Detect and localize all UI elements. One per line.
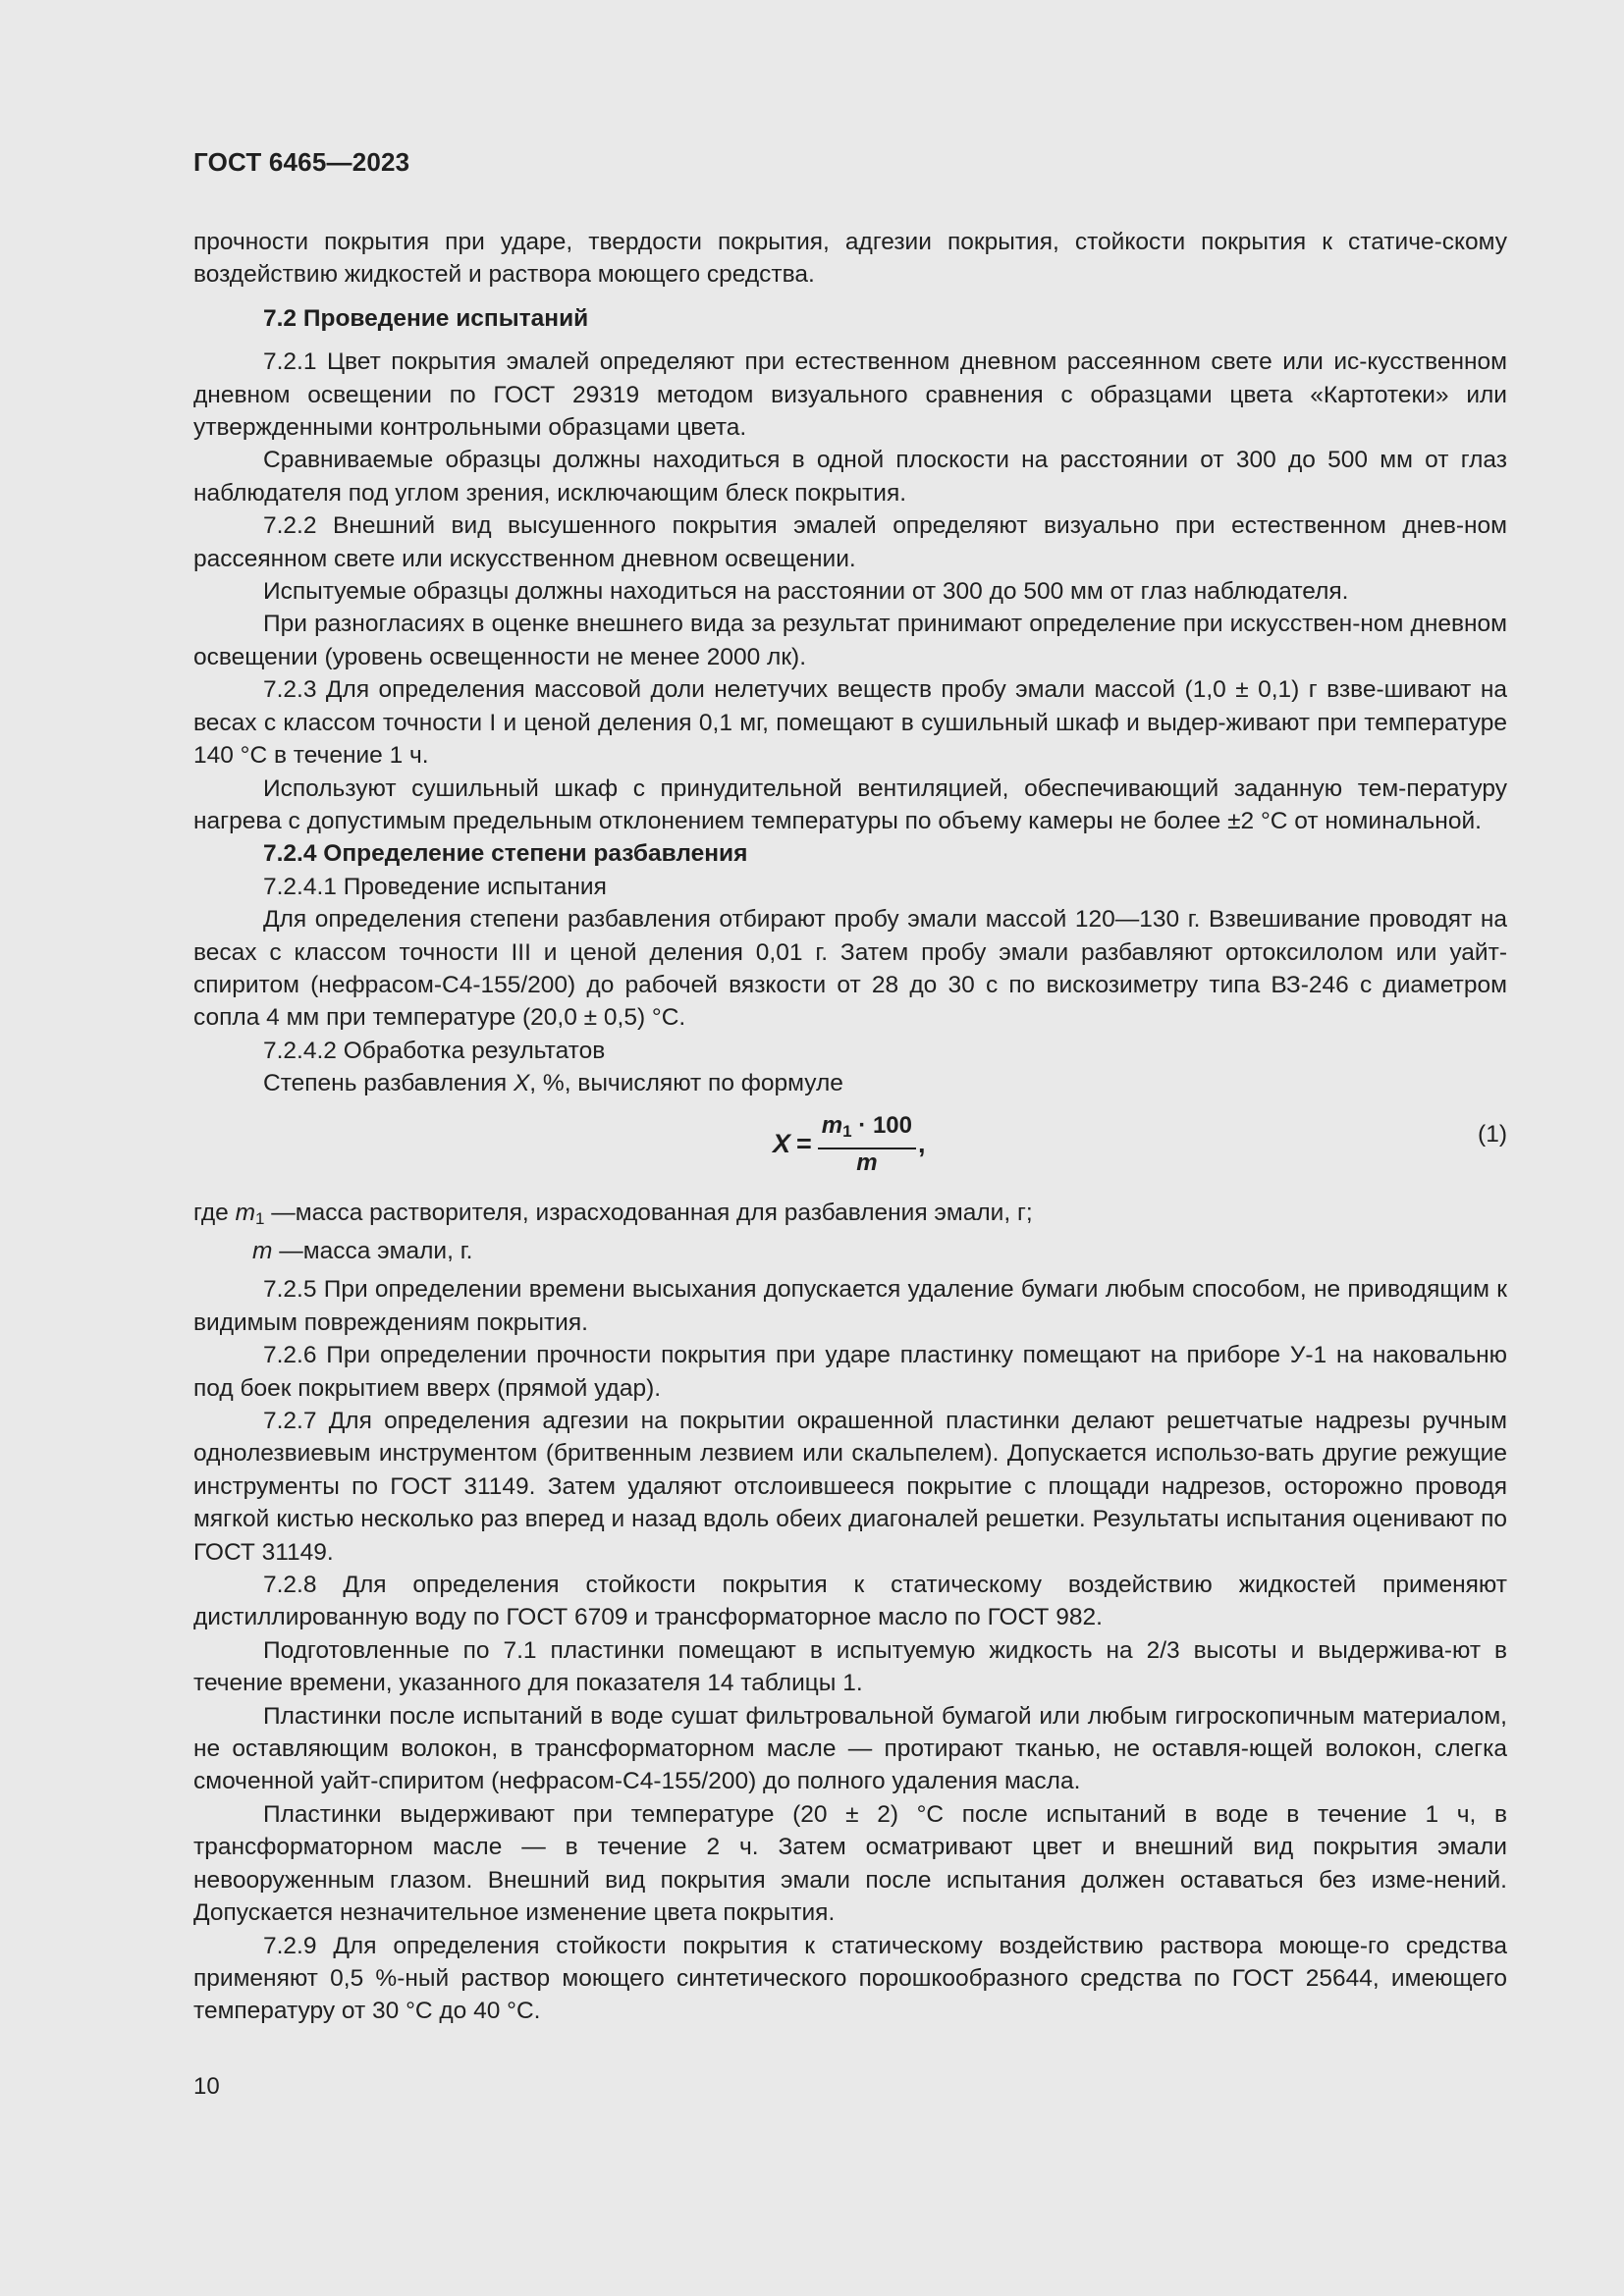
numerator-subscript: 1: [842, 1121, 852, 1141]
paragraph-7-2-2: 7.2.2 Внешний вид высушенного покрытия эмалей определяют визуально при естественном днев-ном рассеянном свете или искусственном дневном освещении.: [193, 512, 1507, 572]
section-heading-7-2: 7.2 Проведение испытаний: [263, 304, 589, 332]
formula-tail: ,: [917, 1128, 926, 1158]
subsection-heading-7-2-4-2: 7.2.4.2 Обработка результатов: [263, 1037, 606, 1064]
where-dash-2: —: [272, 1237, 303, 1264]
paragraph-7-2-1: 7.2.1 Цвет покрытия эмалей определяют при естественном дневном рассеянном свете или ис-кусственном дневном освещении по ГОСТ 29319 методом визуального сравнения с образцами цвета «Картотеки» или утвержденными контрольными образцами цвета.: [193, 348, 1507, 442]
paragraph-7-2-3-b: Используют сушильный шкаф с принудительной вентиляцией, обеспечивающий заданную тем-пературу нагрева с допустимым предельным отклонением температуры по объему камеры не более ±2 °С от номинальной.: [193, 774, 1507, 834]
paragraph-7-2-2-b: Испытуемые образцы должны находиться на расстоянии от 300 до 500 мм от глаз наблюдателя.: [263, 578, 1349, 606]
where-word: где: [193, 1199, 236, 1226]
formula-intro: [193, 1067, 1507, 1099]
page-number: 10: [193, 2073, 220, 2100]
document-header: ГОСТ 6465—2023: [193, 147, 410, 177]
paragraph-7-2-8-d: Пластинки выдерживают при температуре (20 ± 2) °С после испытаний в воде в течение 1 ч, в трансформаторном масле — в течение 2 ч. Затем осматривают цвет и внешний вид покрытия эмали невооруженным глазом. Внешний вид покрытия эмали после испытания должен оставаться без изме-нений. Допускается незначительное изменение цвета покрытия.: [193, 1800, 1507, 1927]
paragraph-7-2-8-b: Подготовленные по 7.1 пластинки помещают в испытуемую жидкость на 2/3 высоты и выдержива-ют в течение времени, указанного для показателя 14 таблицы 1.: [193, 1636, 1507, 1697]
paragraph-7-2-7: 7.2.7 Для определения адгезии на покрытии окрашенной пластинки делают решетчатые надрезы ручным однолезвиевым инструментом (бритвенным лезвием или скальпелем). Допускается использо-вать другие режущие инструменты по ГОСТ 31149. Затем удаляют отслоившееся покрытие с площади надрезов, осторожно проводя мягкой кистью несколько раз вперед и назад вдоль обеих диагоналей решетки. Результаты испытания оценивают по ГОСТ 31149.: [193, 1408, 1507, 1566]
intro-paragraph: прочности покрытия при ударе, твердости покрытия, адгезии покрытия, стойкости покрытия к статиче-скому воздействию жидкостей и раствора моющего средства.: [193, 229, 1507, 289]
formula-intro-text-b: , %, вычисляют по формуле: [529, 1070, 843, 1097]
subsection-heading-7-2-4-1: 7.2.4.1 Проведение испытания: [263, 873, 607, 900]
numerator-variable: m: [821, 1111, 843, 1139]
formula-lhs: X: [773, 1128, 791, 1158]
paragraph-7-2-8-c: Пластинки после испытаний в воде сушат фильтровальной бумагой или любым гигроскопичным материалом, не оставляющим волокон, в трансформаторном масле — протирают тканью, не оставля-ющей волокон, слегка смоченной уайт-спиритом (нефрасом-С4-155/200) до полного удаления масла.: [193, 1702, 1507, 1795]
paragraph-7-2-1-b: Сравниваемые образцы должны находиться в одной плоскости на расстоянии от 300 до 500 мм от глаз наблюдателя под углом зрения, исключающим блеск покрытия.: [193, 447, 1507, 507]
where-description-2: масса эмали, г.: [302, 1237, 473, 1264]
numerator-rest: · 100: [851, 1111, 912, 1139]
where-row-2: [193, 1235, 1507, 1267]
where-label: [193, 1197, 296, 1235]
paragraph-7-2-2-c: При разногласиях в оценке внешнего вида за результат принимают определение при искусствен-ном дневном освещении (уровень освещенности не менее 2000 лк).: [193, 611, 1507, 670]
formula-block: [193, 1108, 1507, 1193]
paragraph-7-2-3: 7.2.3 Для определения массовой доли нелетучих веществ пробу эмали массой (1,0 ± 0,1) г взве-шивают на весах с классом точности I и ценой деления 0,1 мг, помещают в сушильный шкаф и выдер-живают при температуре 140 °С в течение 1 ч.: [193, 676, 1507, 770]
formula-intro-text-a: Степень разбавления: [263, 1070, 514, 1097]
where-dash-1: —: [264, 1199, 296, 1226]
paragraph-7-2-9: 7.2.9 Для определения стойкости покрытия к статическому воздействию раствора моюще-го средства применяют 0,5 %-ный раствор моющего синтетического порошкообразного средства по ГОСТ 25644, имеющего температуру от 30 °С до 40 °С.: [193, 1932, 1507, 2025]
document-body: [193, 226, 1507, 2028]
formula-numerator: [818, 1112, 916, 1149]
formula: [773, 1112, 926, 1177]
formula-equals: =: [796, 1128, 812, 1158]
formula-number: (1): [1478, 1120, 1507, 1148]
formula-denominator: m: [856, 1148, 878, 1176]
formula-intro-variable: X: [513, 1070, 530, 1097]
where-description-1: масса растворителя, израсходованная для разбавления эмали, г;: [295, 1199, 1033, 1226]
where-variable-1: m: [235, 1199, 255, 1226]
paragraph-7-2-4-1: Для определения степени разбавления отбирают пробу эмали массой 120—130 г. Взвешивание проводят на весах с классом точности III и ценой деления 0,01 г. Затем пробу эмали разбавляют ортоксилолом или уайт-спиритом (нефрасом-С4-155/200) до рабочей вязкости от 28 до 30 с по вискозиметру типа ВЗ-246 с диаметром сопла 4 мм при температуре (20,0 ± 0,5) °С.: [193, 906, 1507, 1032]
where-subscript-1: 1: [255, 1208, 265, 1228]
paragraph-7-2-8: 7.2.8 Для определения стойкости покрытия к статическому воздействию жидкостей применяют дистиллированную воду по ГОСТ 6709 и трансформаторное масло по ГОСТ 982.: [193, 1572, 1507, 1631]
where-row-1: [193, 1197, 1507, 1235]
formula-fraction: [818, 1112, 916, 1177]
paragraph-7-2-6: 7.2.6 При определении прочности покрытия при ударе пластинку помещают на приборе У-1 на наковальню под боек покрытием вверх (прямой удар).: [193, 1342, 1507, 1402]
subsection-heading-7-2-4: 7.2.4 Определение степени разбавления: [263, 840, 748, 868]
paragraph-7-2-5: 7.2.5 При определении времени высыхания допускается удаление бумаги любым способом, не приводящим к видимым повреждениям покрытия.: [193, 1276, 1507, 1336]
where-label-2: [252, 1235, 303, 1267]
where-variable-2: m: [252, 1237, 273, 1264]
